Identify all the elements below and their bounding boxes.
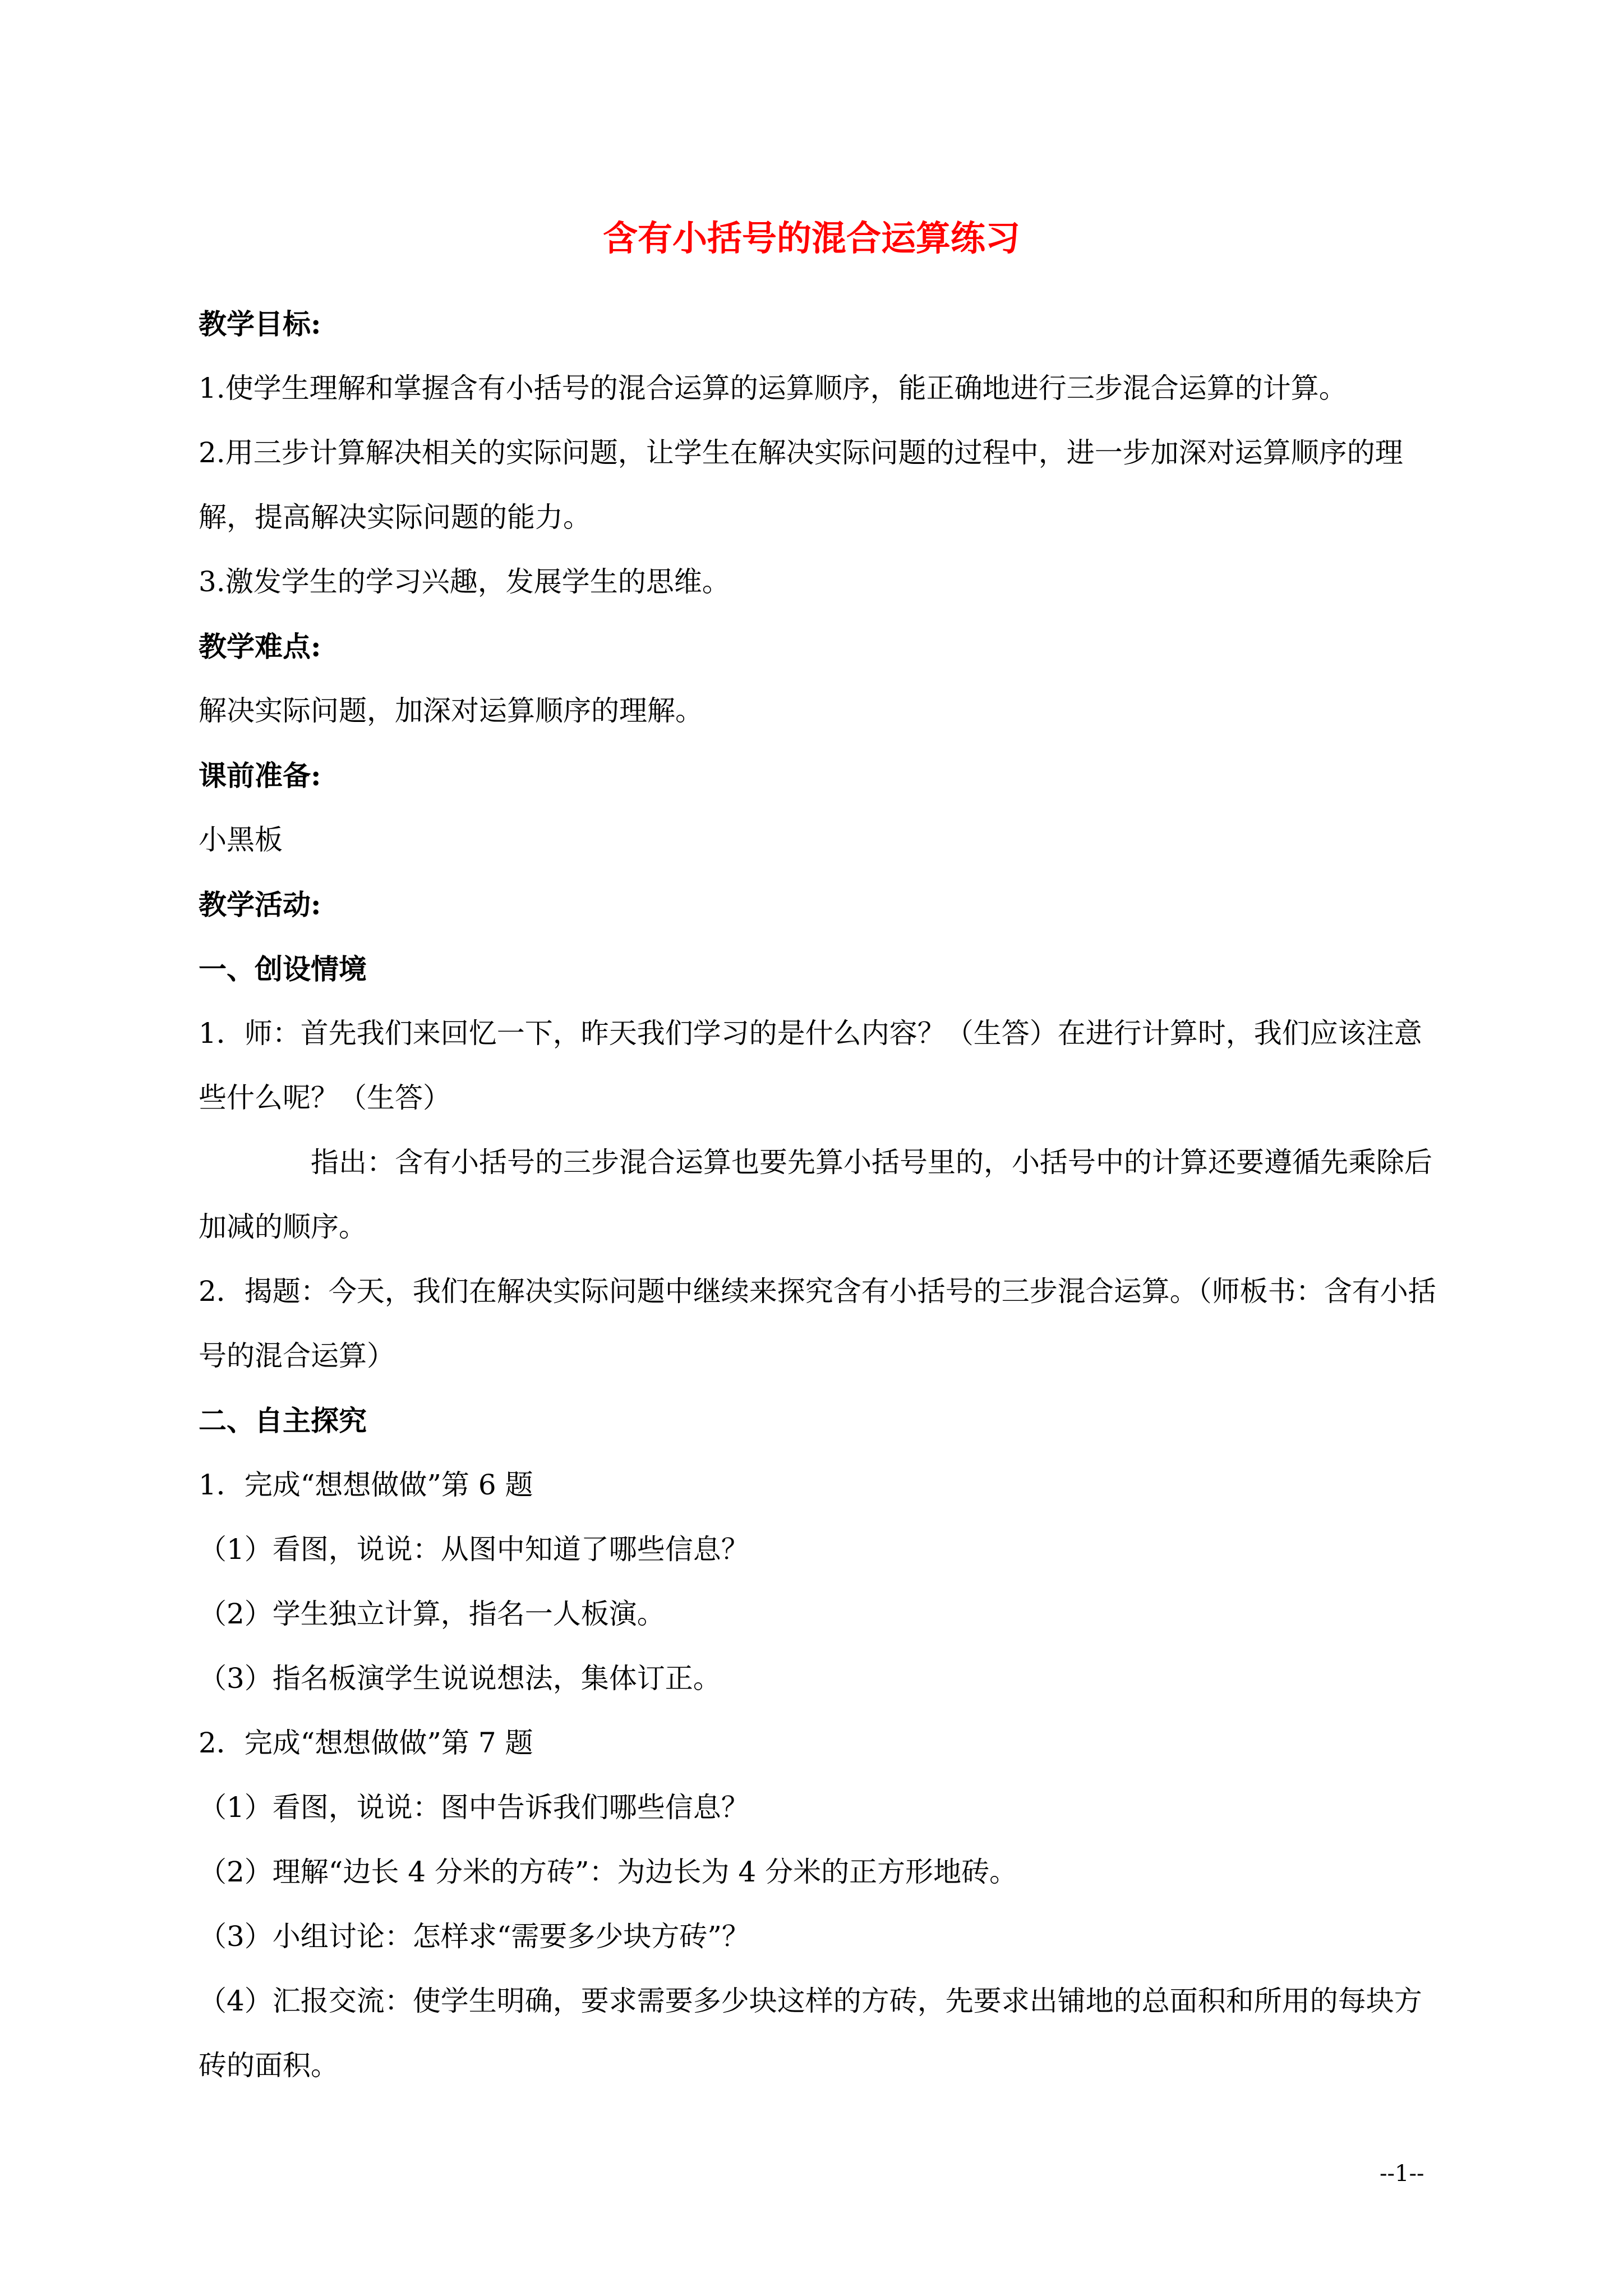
document-body <box>199 292 1446 2098</box>
prep-heading: 课前准备: <box>199 759 321 792</box>
part1-item-1: 1．师：首先我们来回忆一下，昨天我们学习的是什么内容？（生答）在进行计算时，我们应该注意些什么呢？（生答） <box>199 1017 1422 1114</box>
part1-heading: 一、创设情境 <box>199 953 367 986</box>
activities-heading: 教学活动: <box>199 888 321 921</box>
part2-item-2: 2．完成“想想做做”第 7 题 <box>199 1727 533 1759</box>
part1-item-2: 2．揭题：今天，我们在解决实际问题中继续来探究含有小括号的三步混合运算。（师板书：含有小括号的混合运算） <box>199 1275 1436 1372</box>
difficulty-text: 解决实际问题，加深对运算顺序的理解。 <box>199 694 703 727</box>
difficulty-heading: 教学难点: <box>199 630 321 663</box>
objective-2: 2.用三步计算解决相关的实际问题，让学生在解决实际问题的过程中，进一步加深对运算顺序的理解，提高解决实际问题的能力。 <box>199 436 1403 533</box>
part2-item-1b: （2）学生独立计算，指名一人板演。 <box>199 1598 665 1630</box>
part1-note: 指出：含有小括号的三步混合运算也要先算小括号里的，小括号中的计算还要遵循先乘除后加减的顺序。 <box>199 1146 1432 1243</box>
part2-item-2a: （1）看图，说说：图中告诉我们哪些信息？ <box>199 1791 749 1824</box>
page-number: --1-- <box>1380 2161 1424 2187</box>
part2-item-2c: （3）小组讨论：怎样求“需要多少块方砖”？ <box>199 1920 750 1953</box>
part2-item-1: 1．完成“想想做做”第 6 题 <box>199 1469 533 1501</box>
objectives-heading: 教学目标: <box>199 307 321 341</box>
objective-1: 1.使学生理解和掌握含有小括号的混合运算的运算顺序，能正确地进行三步混合运算的计算。 <box>199 372 1347 404</box>
prep-text: 小黑板 <box>199 823 283 856</box>
document-title: 含有小括号的混合运算练习 <box>602 218 1020 259</box>
objective-3: 3.激发学生的学习兴趣，发展学生的思维。 <box>199 565 730 598</box>
part2-item-2d: （4）汇报交流：使学生明确，要求需要多少块这样的方砖，先要求出铺地的总面积和所用的每块方砖的面积。 <box>199 1985 1422 2082</box>
part2-item-1a: （1）看图，说说：从图中知道了哪些信息？ <box>199 1533 749 1566</box>
part2-heading: 二、自主探究 <box>199 1404 367 1437</box>
part2-item-1c: （3）指名板演学生说说想法，集体订正。 <box>199 1662 721 1695</box>
part2-item-2b: （2）理解“边长 4 分米的方砖”：为边长为 4 分米的正方形地砖。 <box>199 1856 1018 1888</box>
